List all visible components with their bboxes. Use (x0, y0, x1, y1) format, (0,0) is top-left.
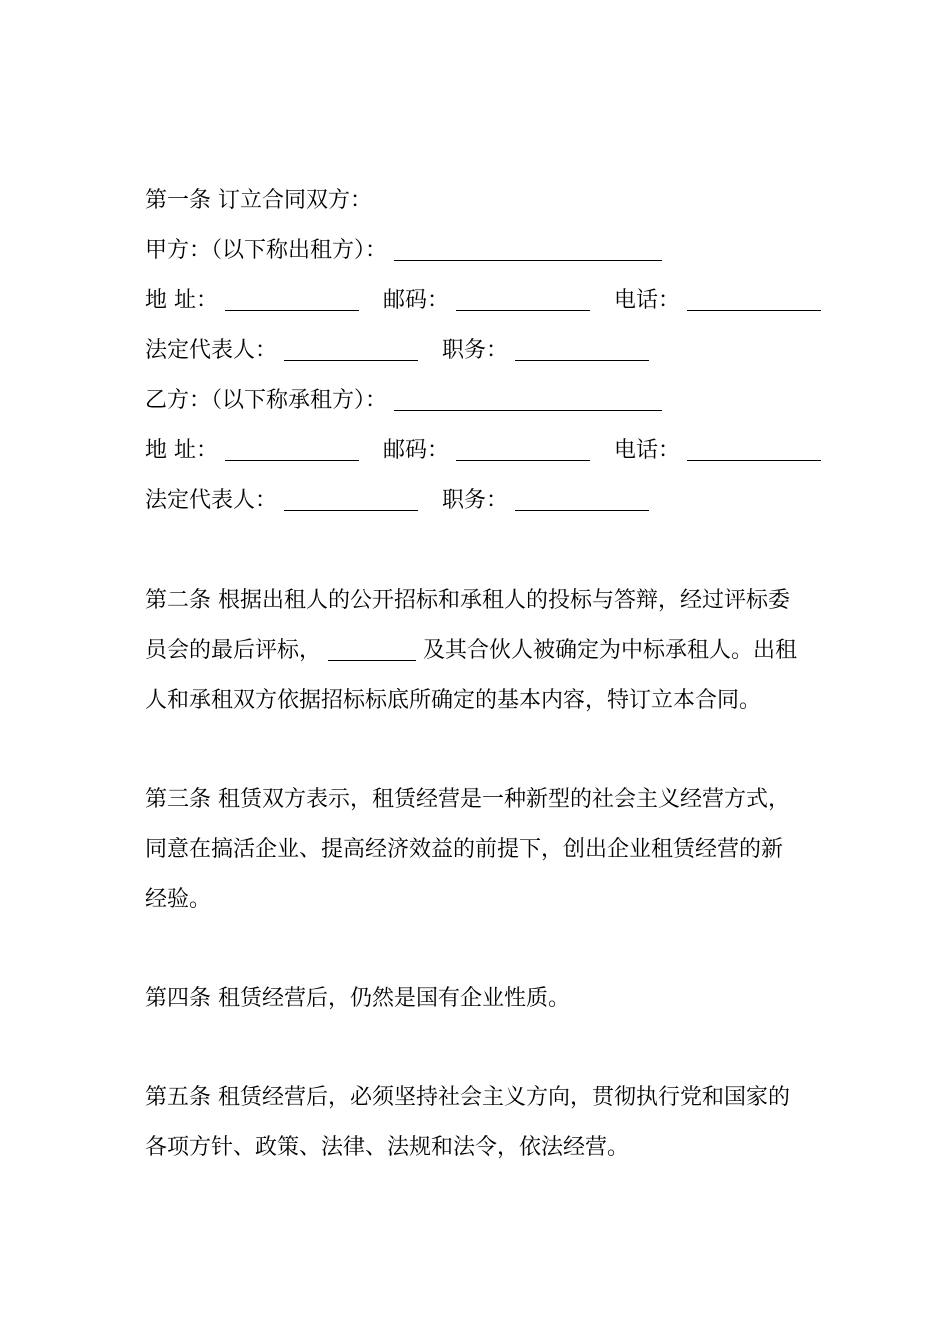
article-3-text-1: 第三条 租赁双方表示，租赁经营是一种新型的社会主义经营方式， (145, 787, 790, 812)
party-a-phone-field[interactable] (687, 292, 821, 311)
party-b-legal-rep-field[interactable] (284, 492, 418, 511)
party-b-position-label: 职务： (442, 488, 509, 513)
party-b-address-label: 地 址： (145, 438, 218, 463)
article-2-text-2b: 及其合伙人被确定为中标承租人。出租 (423, 638, 798, 663)
article-2-text-2a: 员会的最后评标， (145, 638, 322, 663)
party-b-postcode-label: 邮码： (383, 438, 450, 463)
party-b-address-field[interactable] (225, 442, 359, 461)
party-b-phone-label: 电话： (614, 438, 681, 463)
party-a-position-field[interactable] (515, 342, 649, 361)
article-3-text-3: 经验。 (145, 887, 212, 912)
party-b-position-field[interactable] (515, 492, 649, 511)
party-a-address-label: 地 址： (145, 288, 218, 313)
party-a-legal-rep-field[interactable] (284, 342, 418, 361)
article-2-line-3 (145, 686, 825, 716)
article-5-line-2 (145, 1133, 825, 1163)
party-a-legal-rep-label: 法定代表人： (145, 338, 278, 363)
article-5-text-2: 各项方针、政策、法律、法规和法令，依法经营。 (145, 1135, 630, 1160)
party-b-row (145, 386, 825, 416)
article-5-line-1 (145, 1083, 825, 1113)
party-a-contact-row (145, 286, 825, 316)
party-b-postcode-field[interactable] (456, 442, 590, 461)
party-b-legal-rep-label: 法定代表人： (145, 488, 278, 513)
article-1-heading (145, 186, 825, 216)
party-a-name-field[interactable] (394, 242, 662, 261)
article-3-line-2 (145, 835, 825, 865)
article-5-text-1: 第五条 租赁经营后，必须坚持社会主义方向，贯彻执行党和国家的 (145, 1085, 790, 1110)
party-a-label: 甲方：（以下称出租方）： (145, 238, 388, 263)
party-b-name-field[interactable] (394, 392, 662, 411)
party-a-position-label: 职务： (442, 338, 509, 363)
party-b-contact-row (145, 436, 825, 466)
party-a-row (145, 236, 825, 266)
article-1-heading-text: 第一条 订立合同双方： (145, 188, 372, 213)
article-2-line-1 (145, 586, 825, 616)
party-b-rep-row (145, 486, 825, 516)
party-b-label: 乙方：（以下称承租方）： (145, 388, 388, 413)
party-a-phone-label: 电话： (614, 288, 681, 313)
article-2-text-1: 第二条 根据出租人的公开招标和承租人的投标与答辩，经过评标委 (145, 588, 790, 613)
article-4-line-1 (145, 984, 825, 1014)
article-2-text-3: 人和承租双方依据招标标底所确定的基本内容，特订立本合同。 (145, 688, 762, 713)
party-a-rep-row (145, 336, 825, 366)
party-b-phone-field[interactable] (687, 442, 821, 461)
article-3-line-1 (145, 785, 825, 815)
winning-bidder-field[interactable] (328, 642, 416, 661)
party-a-postcode-field[interactable] (456, 292, 590, 311)
article-2-line-2 (145, 636, 825, 666)
party-a-postcode-label: 邮码： (383, 288, 450, 313)
party-a-address-field[interactable] (225, 292, 359, 311)
article-3-line-3 (145, 885, 825, 915)
article-4-text-1: 第四条 租赁经营后，仍然是国有企业性质。 (145, 986, 570, 1011)
article-3-text-2: 同意在搞活企业、提高经济效益的前提下，创出企业租赁经营的新 (145, 837, 784, 862)
